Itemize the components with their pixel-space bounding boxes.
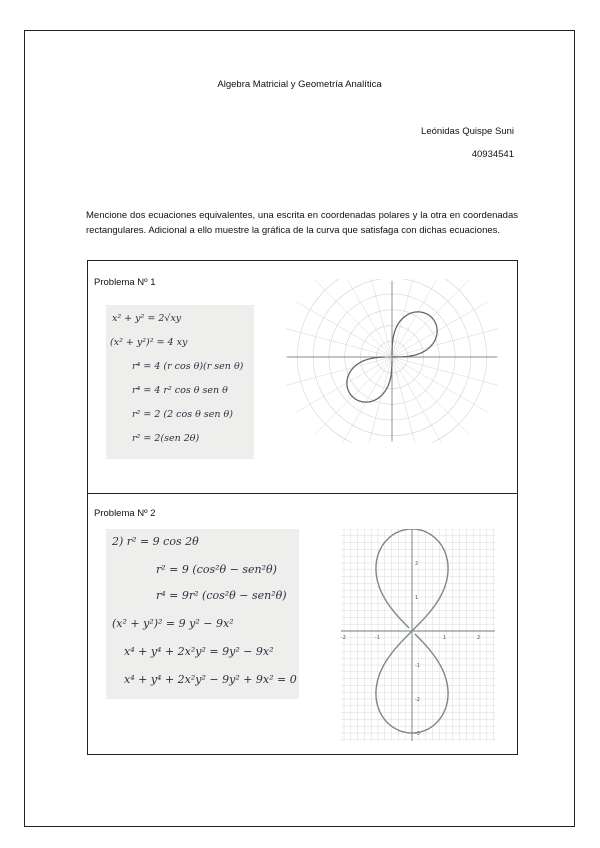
polar-grid-ray — [392, 357, 420, 443]
hw1-line: x² + y² = 2√xy — [112, 313, 182, 324]
document-page — [24, 30, 575, 827]
problem-2-label: Problema Nº 2 — [94, 508, 156, 519]
polar-grid-ray — [364, 357, 392, 443]
y-tick-label: -3 — [415, 731, 420, 737]
axis-tick-labels — [341, 561, 480, 737]
polar-grid-ray — [392, 329, 498, 357]
y-tick-label: 2 — [415, 561, 419, 567]
hw2-line: x⁴ + y⁴ + 2x²y² = 9y² − 9x² — [124, 645, 274, 658]
x-tick-label: 2 — [477, 635, 481, 641]
problem-2-box — [87, 493, 518, 755]
x-tick-label: 1 — [443, 635, 447, 641]
x-tick-label: -1 — [375, 635, 380, 641]
hw1-line: r⁴ = 4 r² cos θ sen θ — [132, 385, 228, 396]
problem-1-handwritten-photo — [106, 305, 254, 459]
polar-grid-ray — [297, 357, 392, 412]
problem-statement: Mencione dos ecuaciones equivalentes, una escrita en coordenadas polares y la otra en coordenadas rectangulares. Adicional a ello muestre la gráfica de la curva que satisfaga con dichas ecuaciones. — [86, 210, 518, 236]
hw1-line: r² = 2 (2 cos θ sen θ) — [132, 409, 233, 420]
student-code: 40934541 — [471, 149, 514, 160]
polar-grid-ray — [364, 279, 392, 357]
polar-grid-ray — [392, 302, 487, 357]
polar-grid-ray — [314, 279, 392, 357]
polar-graph — [285, 279, 499, 443]
polar-grid-ray — [392, 357, 487, 412]
author-name: Leónidas Quispe Suni — [421, 126, 514, 137]
hw2-line: r² = 9 (cos²θ − sen²θ) — [156, 563, 277, 576]
polar-grid-ray — [337, 279, 392, 357]
x-tick-label: -2 — [341, 635, 346, 641]
y-tick-label: -1 — [415, 663, 420, 669]
y-tick-label: -2 — [415, 697, 420, 703]
hw1-line: (x² + y²)² = 4 xy — [110, 337, 188, 348]
hw2-line: r⁴ = 9r² (cos²θ − sen²θ) — [156, 589, 287, 602]
polar-grid-ray — [286, 329, 392, 357]
document-title: Algebra Matricial y Geometría Analítica — [217, 79, 382, 90]
problem-1-label: Problema Nº 1 — [94, 277, 156, 288]
hw2-line: 2) r² = 9 cos 2θ — [112, 535, 199, 548]
polar-grid-ray — [392, 357, 470, 435]
hw2-line: (x² + y²)² = 9 y² − 9x² — [112, 617, 234, 630]
polar-grid-ray — [392, 357, 498, 385]
hw1-line: r⁴ = 4 (r cos θ)(r sen θ) — [132, 361, 244, 372]
y-tick-label: 1 — [415, 595, 419, 601]
problem-1-box — [87, 260, 518, 494]
hw1-line: r² = 2(sen 2θ) — [132, 433, 200, 444]
hw2-line: x⁴ + y⁴ + 2x²y² − 9y² + 9x² = 0 — [124, 673, 297, 686]
problem-2-handwritten-photo — [106, 529, 299, 699]
polar-grid-ray — [392, 357, 447, 443]
polar-grid-ray — [337, 357, 392, 443]
polar-grid-ray — [392, 279, 420, 357]
polar-grid-ray — [392, 279, 447, 357]
cartesian-graph — [341, 529, 495, 741]
polar-grid-ray — [286, 357, 392, 385]
polar-grid-ray — [297, 302, 392, 357]
